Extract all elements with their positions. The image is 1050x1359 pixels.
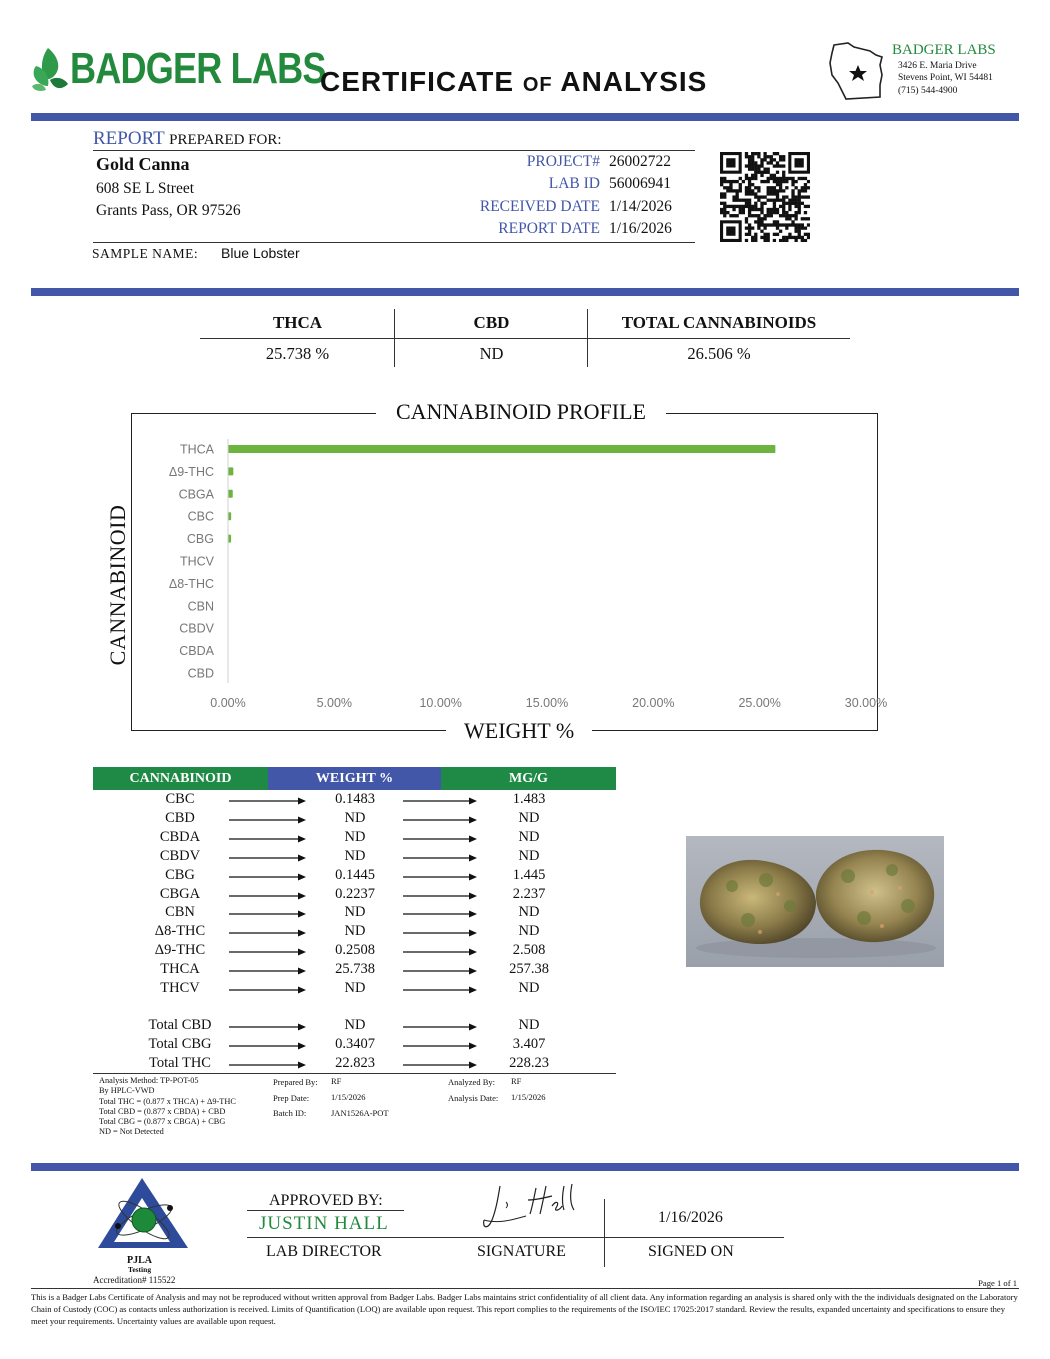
- row-arrow-icon: [229, 986, 306, 994]
- prepared-by-label: Prepared By:: [273, 1077, 318, 1087]
- table-cell-mgg: 1.445: [512, 866, 546, 883]
- table-cell-mgg: ND: [518, 1017, 540, 1033]
- table-cell-weight: ND: [344, 1017, 366, 1033]
- nd-definition: ND = Not Detected: [99, 1127, 164, 1137]
- table-cell-weight: 0.2237: [335, 885, 375, 902]
- director-title: LAB DIRECTOR: [266, 1243, 382, 1260]
- row-arrow-icon: [229, 854, 306, 862]
- summary-cbd-label: CBD: [473, 313, 510, 332]
- client-address-line-1: 608 SE L Street: [96, 180, 195, 197]
- row-arrow-icon: [229, 835, 306, 843]
- analysis-date-label: Analysis Date:: [448, 1093, 499, 1103]
- approved-rule: [247, 1210, 404, 1211]
- row-arrow-icon: [229, 1061, 306, 1069]
- analysis-notes: [99, 1076, 236, 1138]
- signature-divider: [604, 1199, 605, 1267]
- row-arrow-icon: [403, 1023, 477, 1031]
- row-arrow-icon: [229, 797, 306, 805]
- formula-total-cbg: Total CBG = (0.877 x CBGA) + CBG: [99, 1117, 226, 1127]
- table-cell-mgg: ND: [518, 980, 540, 996]
- row-arrow-icon: [229, 929, 306, 937]
- batch-id-label: Batch ID:: [273, 1108, 307, 1118]
- signature-label: SIGNATURE: [477, 1243, 566, 1260]
- table-cell-mgg: 228.23: [509, 1054, 549, 1071]
- lab-id-value: 56006941: [609, 175, 671, 192]
- report-date-label: REPORT DATE: [498, 220, 600, 237]
- director-name: JUSTIN HALL: [259, 1213, 389, 1234]
- summary-total-label: TOTAL CANNABINOIDS: [621, 313, 817, 332]
- client-name: Gold Canna: [96, 154, 190, 174]
- table-header-weight: WEIGHT %: [268, 767, 441, 790]
- table-cell-mgg: 2.237: [512, 885, 546, 902]
- row-arrow-icon: [403, 873, 477, 881]
- table-cell-weight: 22.823: [335, 1054, 375, 1071]
- table-header-mgg: MG/G: [441, 767, 616, 790]
- table-cell-mgg: 2.508: [512, 942, 546, 959]
- chart-x-axis-label: WEIGHT %: [446, 718, 592, 744]
- report-date-value: 1/16/2026: [609, 220, 672, 237]
- chart-category-label: Δ9-THC: [168, 464, 214, 479]
- lab-address-line-1: 3426 E. Maria Drive: [898, 61, 977, 71]
- chart-bar: [228, 467, 233, 475]
- table-cell-weight: 25.738: [335, 961, 375, 978]
- table-header-cannabinoid: CANNABINOID: [93, 767, 268, 790]
- chart-category-label: THCV: [179, 554, 214, 569]
- row-arrow-icon: [403, 929, 477, 937]
- signed-date: 1/16/2026: [658, 1209, 723, 1226]
- row-arrow-icon: [229, 1023, 306, 1031]
- analyzed-by-label: Analyzed By:: [448, 1077, 495, 1087]
- table-cell-mgg: ND: [518, 809, 540, 826]
- accreditation-number: Accreditation# 115522: [93, 1275, 176, 1285]
- chart-bar: [228, 445, 775, 453]
- chart-category-label: CBDV: [179, 621, 214, 636]
- table-cell-name: Total CBD: [148, 1017, 212, 1033]
- analysis-method: Analysis Method: TP-POT-05: [99, 1076, 199, 1085]
- row-arrow-icon: [403, 835, 477, 843]
- row-arrow-icon: [403, 1042, 477, 1050]
- table-cell-name: Δ9-THC: [154, 942, 206, 959]
- chart-category-label: CBD: [187, 666, 214, 681]
- table-cell-name: CBDA: [159, 828, 201, 845]
- signed-on-label: SIGNED ON: [648, 1243, 734, 1260]
- lab-name: BADGER LABS: [892, 42, 996, 58]
- chart-x-tick-label: 5.00%: [316, 696, 353, 710]
- table-cell-weight: ND: [344, 923, 366, 940]
- table-cell-name: CBC: [165, 791, 195, 807]
- title-word-of: OF: [522, 74, 553, 96]
- disclaimer-text: This is a Badger Labs Certificate of Analysis and may not be reproduced without written approval from Badger Labs. Badger Labs maintains strict confidentiality of all client data. Any information regarding an analysis is shared only with the the individuals designated on the Laboratory Chain of Custody (COC) as contacts unless authorization is received. Limits of Quantification (LOQ) are available upon request. This report complies to the requirements of the ISO/IEC 17025:2017 standard. Review the results, expanded uncertainty and specifications to ensure they meet your requirements. Uncertainty values are available upon request.: [31, 1292, 1018, 1326]
- chart-x-tick-label: 15.00%: [525, 696, 569, 710]
- received-date-value: 1/14/2026: [609, 198, 672, 215]
- row-arrow-icon: [229, 873, 306, 881]
- table-cell-name: THCA: [160, 961, 200, 978]
- approved-by-label: APPROVED BY:: [269, 1192, 383, 1209]
- table-cell-weight: ND: [344, 980, 366, 996]
- chart-category-label: CBDA: [179, 644, 214, 659]
- prepared-for-text: PREPARED FOR:: [169, 132, 282, 148]
- chart-x-tick-label: 25.00%: [738, 696, 781, 710]
- summary-thca-label: THCA: [272, 313, 323, 332]
- table-cell-mgg: ND: [518, 923, 540, 940]
- chart-x-tick-label: 30.00%: [844, 696, 888, 710]
- table-cell-mgg: 257.38: [509, 961, 549, 978]
- chart-category-label: Δ8-THC: [168, 576, 214, 591]
- lab-address-line-2: Stevens Point, WI 54481: [898, 73, 993, 83]
- summary-total-value: 26.506 %: [687, 344, 751, 363]
- sample-name-label: SAMPLE NAME:: [92, 246, 199, 261]
- table-cell-mgg: ND: [518, 904, 540, 921]
- batch-id-value: JAN1526A-POT: [331, 1108, 389, 1118]
- title-word-analysis: ANALYSIS: [560, 66, 708, 97]
- row-arrow-icon: [229, 910, 306, 918]
- chart-bar: [228, 490, 233, 498]
- row-arrow-icon: [403, 948, 477, 956]
- table-cell-mgg: 1.483: [512, 791, 546, 807]
- lab-id-label: LAB ID: [548, 175, 600, 192]
- table-cell-name: Δ8-THC: [154, 923, 206, 940]
- row-arrow-icon: [229, 892, 306, 900]
- table-cell-weight: ND: [344, 828, 366, 845]
- chart-category-label: CBN: [187, 599, 214, 614]
- table-cell-weight: ND: [344, 809, 366, 826]
- row-arrow-icon: [403, 797, 477, 805]
- summary-thca-value: 25.738 %: [265, 344, 330, 363]
- prep-date-value: 1/15/2026: [331, 1092, 366, 1102]
- table-cell-weight: 0.1445: [335, 866, 375, 883]
- pjla-accreditation-logo-icon: [96, 1176, 190, 1256]
- row-arrow-icon: [229, 967, 306, 975]
- lab-phone: (715) 544-4900: [898, 86, 958, 96]
- chart-x-tick-label: 20.00%: [632, 696, 675, 710]
- row-arrow-icon: [403, 816, 477, 824]
- brand-logo-text: BADGER LABS: [70, 44, 326, 93]
- row-arrow-icon: [229, 948, 306, 956]
- row-arrow-icon: [403, 986, 477, 994]
- sample-name-value: Blue Lobster: [221, 245, 300, 261]
- chart-category-label: CBGA: [178, 487, 214, 502]
- table-cell-name: CBN: [165, 904, 195, 921]
- table-cell-name: Total CBG: [148, 1035, 212, 1052]
- row-arrow-icon: [229, 1042, 306, 1050]
- row-arrow-icon: [229, 816, 306, 824]
- pjla-name: PJLA: [127, 1255, 152, 1266]
- chart-category-label: THCA: [179, 442, 214, 457]
- project-value: 26002722: [609, 153, 671, 170]
- pjla-testing: Testing: [128, 1265, 152, 1274]
- table-cell-weight: 0.3407: [335, 1035, 375, 1052]
- summary-cbd-value: ND: [479, 344, 504, 363]
- table-cell-name: Total THC: [149, 1054, 211, 1071]
- title-word-certificate: CERTIFICATE: [320, 66, 515, 97]
- page-number: Page 1 of 1: [978, 1278, 1017, 1288]
- table-cell-mgg: 3.407: [512, 1035, 546, 1052]
- table-cell-weight: ND: [344, 904, 366, 921]
- analysis-date-value: 1/15/2026: [511, 1092, 546, 1102]
- table-cell-mgg: ND: [518, 847, 540, 864]
- footer-divider-bar: [31, 1163, 1019, 1171]
- table-cell-weight: 0.1483: [335, 791, 375, 807]
- analyzed-by-value: RF: [511, 1076, 522, 1086]
- formula-total-thc: Total THC = (0.877 x THCA) + Δ9-THC: [99, 1096, 236, 1106]
- formula-total-cbd: Total CBD = (0.877 x CBDA) + CBD: [99, 1106, 226, 1116]
- chart-x-tick-label: 10.00%: [419, 696, 462, 710]
- row-arrow-icon: [403, 892, 477, 900]
- signature-rule: [247, 1237, 784, 1238]
- chart-category-label: CBG: [186, 532, 214, 547]
- prep-date-label: Prep Date:: [273, 1093, 310, 1103]
- report-word: REPORT: [93, 128, 165, 149]
- chart-y-axis-label: CANNABINOID: [105, 499, 131, 672]
- table-cell-name: CBDV: [159, 847, 201, 864]
- sample-photo: [686, 836, 944, 967]
- project-label: PROJECT#: [526, 153, 600, 170]
- row-arrow-icon: [403, 910, 477, 918]
- disclaimer-rule: [31, 1288, 1019, 1289]
- table-bottom-rule: [93, 1073, 616, 1074]
- table-cell-weight: ND: [344, 847, 366, 864]
- chart-category-label: CBC: [187, 509, 214, 524]
- row-arrow-icon: [403, 1061, 477, 1069]
- row-arrow-icon: [403, 854, 477, 862]
- analysis-method-technique: By HPLC-VWD: [99, 1086, 155, 1096]
- table-cell-weight: 0.2508: [335, 942, 375, 959]
- table-cell-name: THCV: [160, 980, 200, 996]
- client-address-line-2: Grants Pass, OR 97526: [96, 202, 241, 219]
- chart-title: CANNABINOID PROFILE: [376, 399, 666, 425]
- table-cell-name: CBGA: [159, 885, 201, 902]
- table-cell-name: CBD: [165, 809, 195, 826]
- received-date-label: RECEIVED DATE: [479, 198, 600, 215]
- handwritten-signature: [478, 1180, 588, 1236]
- chart-x-tick-label: 0.00%: [210, 696, 246, 710]
- table-cell-name: CBG: [165, 866, 195, 883]
- table-cell-mgg: ND: [518, 828, 540, 845]
- row-arrow-icon: [403, 967, 477, 975]
- prepared-by-value: RF: [331, 1076, 342, 1086]
